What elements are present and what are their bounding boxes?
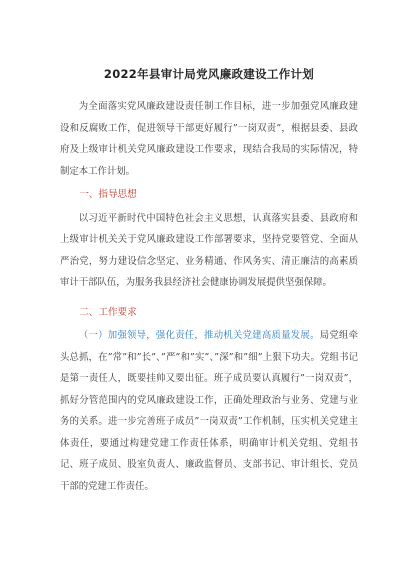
subsection-heading: （一）加强领导，强化责任，推动机关党建高质量发展。: [78, 330, 320, 341]
section-heading-guiding-ideology: 一、指导思想: [79, 189, 137, 200]
subsection-body: 局党组牵头总抓，在”常”和”长”、”严”和”实”、”深”和”细”上狠下功夫。党组书记是第一责任人，既要挂帅又要出征。班子成员要认真履行”一岗双责”，抓好分管范围内的党风廉政建设工作，正确处理政治与业务、党建与业务的关系。进一步完善班子成员”一岗双责”工作机制，压实机关党建主体责任，要通过构建党建工作责任体系，明确审计机关党组、党组书记、班子成员、股室负责人、廉政监督员、支部书记、审计组长、党员干部的党建工作责任。: [60, 330, 358, 492]
spacer: [60, 294, 358, 300]
section-heading-work-requirements: 二、工作要求: [79, 306, 137, 318]
section-body-guiding-ideology: 以习近平新时代中国特色社会主义思想，认真落实县委、县政府和上级审计机关关于党风廉政建设工作部署要求，坚持党要管党、全面从严治党，努力建设信念坚定、业务精通、作风务实、清正廉洁的高素质审计干部队伍，为服务我县经济社会健康协调发展提供坚强保障。: [60, 212, 358, 288]
subsection-paragraph: [60, 325, 358, 497]
intro-paragraph: 为全面落实党风廉政建设责任制工作目标，进一步加强党风廉政建设和反腐败工作，促进领导干部更好履行”一岗双责”，根据县委、县政府及上级审计机关党风廉政建设工作要求，现结合我局的实际情况，特制定本工作计划。: [60, 101, 358, 177]
document-title: 2022年县审计局党风廉政建设工作计划: [103, 67, 315, 81]
